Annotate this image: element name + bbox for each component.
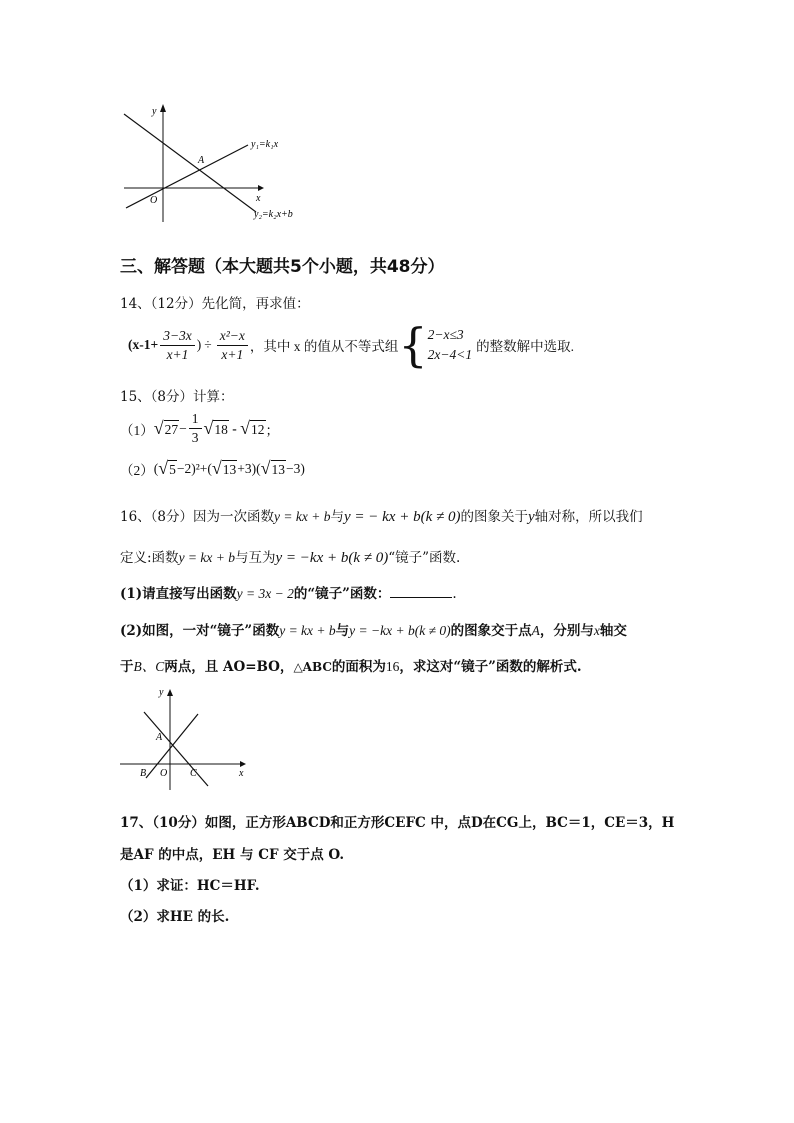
q15-p1-frac-num: 1 [189, 410, 202, 429]
q15-p2-r3: 13 [271, 462, 286, 477]
q15-p2-expr3: +3)( [237, 460, 261, 476]
q16-area: 16 [385, 659, 400, 674]
y-axis-arrow [160, 104, 166, 112]
graph2-y-label: y [159, 687, 164, 698]
line-y2 [124, 114, 256, 212]
q16-pt-a: A [531, 623, 540, 638]
q15-p2-expr2: −2)²+( [176, 460, 212, 476]
q14-mid-text: ，其中 x 的值从不等式组 [249, 339, 399, 354]
line-y1 [126, 145, 248, 208]
q15-p1-label: （1） [120, 422, 154, 438]
graph2-point-a: A [156, 732, 163, 743]
q16-l1b: 与 [330, 509, 344, 525]
line-right [144, 712, 208, 786]
q16-f5: y = 3x − 2 [236, 586, 294, 601]
q15-sqrt-12: √ 12 [240, 418, 265, 438]
graph2-x-label: x [239, 768, 244, 779]
q14-expression [128, 318, 574, 372]
q16-f1: y = kx + b [274, 509, 331, 524]
q15-sqrt-18: √ 18 [203, 418, 228, 438]
q16-l2a: 定义:函数 [120, 550, 179, 566]
q16-l4a: 于 [120, 659, 134, 675]
q14-frac1-den: x+1 [166, 346, 189, 362]
q15-prompt: 15、（8分）计算： [120, 389, 234, 405]
q16-l2b: 与互为 [235, 550, 276, 566]
q15-p2-expr1: ( [153, 460, 159, 476]
q14-frac2-den: x+1 [221, 346, 244, 362]
q15-p1-frac-den: 3 [191, 430, 199, 445]
q15-p2-label: （2） [120, 462, 154, 478]
q16-f3: y = kx + b [178, 550, 236, 565]
q17-part2: （2）求HE 的长. [120, 909, 230, 925]
q14-frac2-num: x²−x [217, 327, 248, 346]
q16-p1a: (1)请直接写出函数 [120, 586, 237, 602]
q14-end-text: 的整数解中选取. [476, 339, 574, 354]
q16-yvar: y [527, 509, 535, 525]
q16-line2 [120, 546, 460, 567]
q16-l4b: 两点，且 AO=BO， [164, 659, 294, 675]
x-axis-arrow [258, 185, 264, 191]
q16-line4 [120, 655, 582, 675]
graph-linear-functions [118, 100, 318, 226]
q16-answer-blank[interactable] [390, 585, 452, 598]
q15-p1-minus: − [179, 420, 187, 436]
graph2-point-b: B [140, 768, 147, 779]
q15-p1-a: 27 [164, 422, 179, 437]
q15-part1 [120, 410, 279, 447]
q14-brace: { [398, 318, 428, 372]
q14-fraction-1 [160, 327, 195, 364]
q16-f7: y = −kx + b(k ≠ 0) [349, 623, 451, 638]
q16-l1d: 轴对称，所以我们 [534, 509, 643, 525]
q15-p1-end: ； [265, 422, 280, 438]
y-axis-arrow [167, 689, 173, 696]
graph1-origin-label: O [150, 195, 158, 206]
q16-p2c: 的图象交于点 [450, 623, 532, 639]
q16-l2c: “镜子”函数. [388, 550, 461, 566]
q15-p2-r2: 13 [222, 462, 237, 477]
q14-inequality-system [428, 325, 472, 365]
graph2-point-c: C [190, 768, 197, 779]
q15-p2-r1: 5 [169, 462, 176, 477]
graph1-line1-label: y₁=k₁x [251, 139, 279, 150]
q15-p1-b: 18 [214, 422, 228, 437]
q16-pt-bc: B、C [133, 659, 165, 674]
q16-part2 [120, 619, 627, 639]
q15-part2 [120, 458, 305, 479]
q14-ineq-2: 2x−4<1 [427, 347, 473, 362]
q15-p2-expr4: −3) [286, 460, 305, 476]
q16-p2a: (2)如图，一对“镜子”函数 [120, 623, 280, 639]
q17-line2: 是AF 的中点，EH 与 CF 交于点 O. [120, 847, 345, 863]
graph-mirror-functions [118, 684, 258, 794]
q15-p1-c: 12 [251, 422, 265, 437]
q16-f2: y = − kx + b(k ≠ 0) [343, 509, 461, 525]
q14-close: ) [196, 337, 202, 352]
graph1-x-label: x [256, 193, 261, 204]
q15-sqrt-27: √ 27 [153, 418, 179, 438]
q15-p1-minus2: - [228, 420, 241, 436]
q16-l4c: 的面积为 [331, 659, 386, 675]
q16-p2e: 轴交 [599, 623, 627, 639]
q16-line1 [120, 505, 643, 526]
q16-p2b: 与 [335, 623, 350, 639]
q15-p1-fraction [189, 410, 202, 447]
graph2-origin: O [160, 768, 168, 779]
q14-fraction-2 [217, 327, 248, 364]
q16-p2d: ，分别与 [539, 623, 594, 639]
x-axis-arrow [240, 761, 246, 767]
q16-p1b: 的“镜子”函数： [293, 586, 391, 602]
q16-part1 [120, 582, 457, 602]
q16-f4: y = −kx + b(k ≠ 0) [275, 550, 389, 566]
q16-p1-end: . [452, 586, 457, 602]
q14-ineq-1: 2−x≤3 [427, 327, 464, 342]
q14-open: (x-1+ [128, 337, 159, 352]
q16-l1c: 的图象关于 [460, 509, 528, 525]
q15-sqrt-13b: √ 13 [260, 458, 286, 478]
q14-div: ÷ [204, 337, 212, 352]
q17-line1: 17、（10分）如图，正方形ABCD和正方形CEFC 中，点D在CG上，BC＝1，CE＝3，H [120, 815, 675, 831]
q17-part1: （1）求证：HC＝HF. [120, 878, 260, 894]
q16-f6: y = kx + b [279, 623, 336, 638]
q16-l4d: ，求这对“镜子”函数的解析式. [399, 659, 582, 675]
q15-sqrt-13a: √ 13 [211, 458, 237, 478]
graph1-point-a: A [198, 155, 205, 166]
q16-triangle: △ABC [293, 660, 332, 674]
q16-l1a: 16、（8分）因为一次函数 [120, 509, 275, 525]
q15-sqrt-5: √ 5 [158, 458, 176, 478]
graph1-line2-label: y₂=k₂x+b [254, 209, 293, 220]
section-heading: 三、解答题（本大题共5个小题，共48分） [120, 257, 445, 277]
graph1-y-label: y [152, 106, 157, 117]
q14-frac1-num: 3−3x [160, 327, 195, 346]
q14-prompt: 14、（12分）先化简，再求值： [120, 296, 310, 312]
q16-xvar: x [593, 623, 600, 638]
